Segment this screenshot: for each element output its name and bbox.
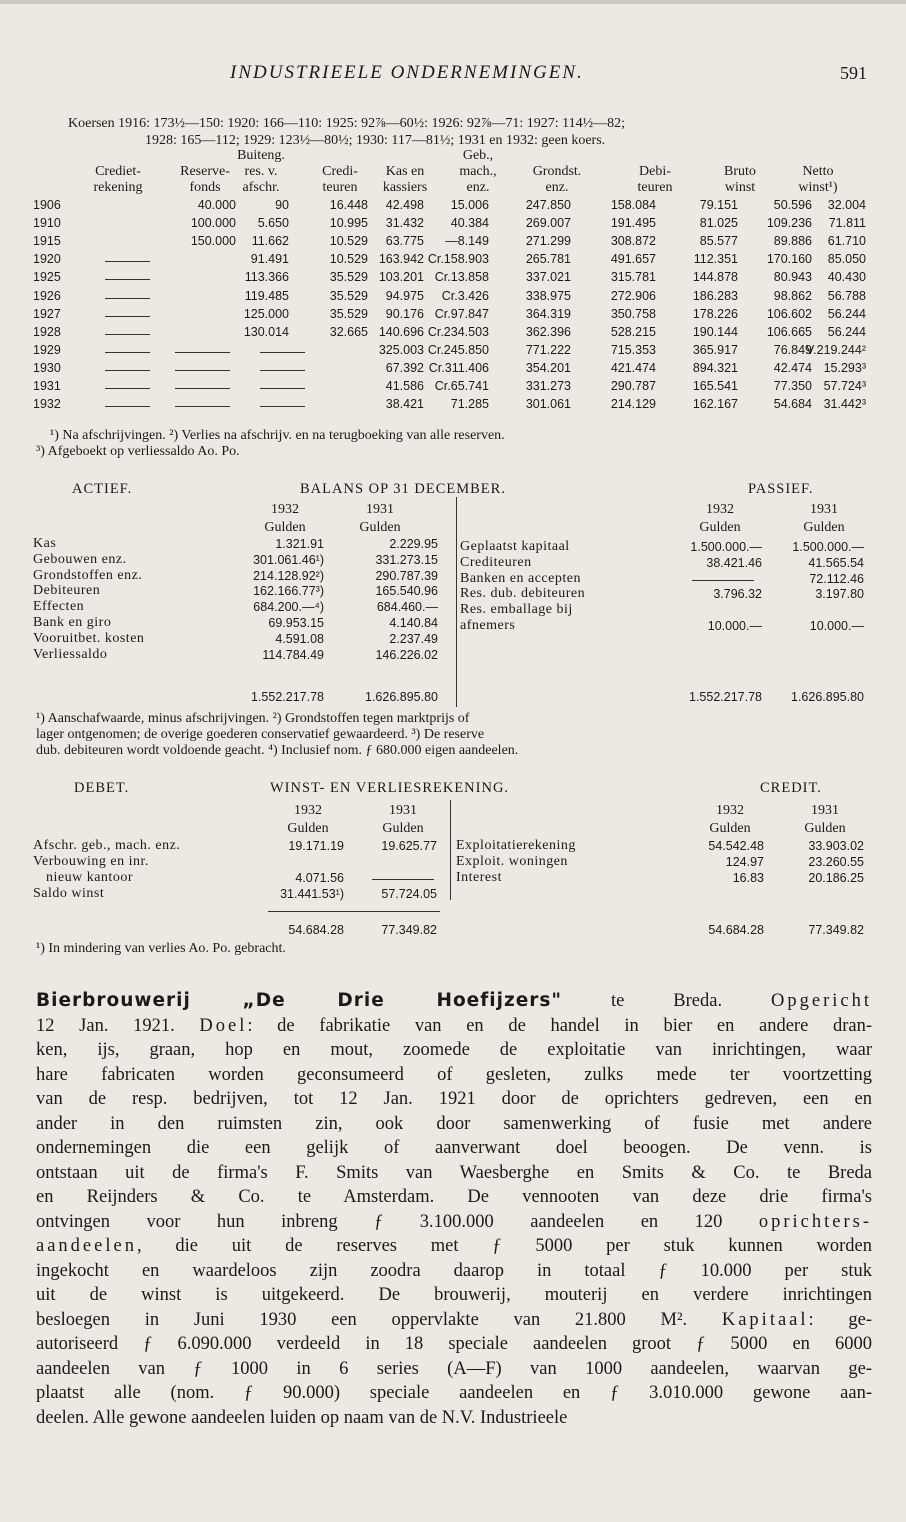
stats-header-2-1: res. v. bbox=[244, 164, 278, 179]
stats-cell: 894.321 bbox=[692, 360, 738, 375]
stats-cell: 106.665 bbox=[766, 324, 812, 339]
stats-header-2-2: afschr. bbox=[242, 180, 280, 195]
stats-cell: 94.975 bbox=[385, 288, 424, 303]
winst-credit-unit-1932: Gulden bbox=[709, 821, 751, 836]
winst-debet-unit-1932: Gulden bbox=[287, 821, 329, 836]
stats-cell: 130.014 bbox=[243, 324, 289, 339]
stats-cell: 247.850 bbox=[525, 198, 571, 212]
winst-total-rule bbox=[268, 911, 440, 912]
stats-cell: 170.160 bbox=[766, 252, 812, 267]
stats-cell: 56.788 bbox=[827, 288, 866, 303]
credit-item-1932: 16.83 bbox=[732, 871, 764, 885]
actief-item-label: Kas bbox=[33, 536, 57, 551]
stats-cell: 90.176 bbox=[385, 306, 424, 321]
stats-cell: 528.215 bbox=[610, 324, 656, 339]
stats-cell: 109.236 bbox=[766, 216, 812, 231]
stats-header-3-2: teuren bbox=[322, 180, 358, 195]
koersen-line-1: Koersen 1916: 173½—150: 1920: 166—110: 1925: 92⅞—60½: 1926: 92⅞—71: 1927: 114½—82; bbox=[68, 116, 626, 131]
stats-cell: Cr.65.741 bbox=[434, 379, 489, 393]
credit-item-1932: 124.97 bbox=[725, 855, 764, 869]
stats-cell: 140.696 bbox=[378, 324, 424, 339]
stats-dash bbox=[105, 279, 150, 280]
stats-year: 1926 bbox=[33, 288, 61, 303]
actief-item-1931: 684.460.— bbox=[376, 600, 438, 615]
stats-cell: 10.529 bbox=[329, 234, 368, 249]
passief-item-1931: 3.197.80 bbox=[815, 587, 864, 602]
stats-footnote-2: ³) Afgeboekt op verliessaldo Ao. Po. bbox=[36, 444, 240, 459]
credit-item-1932: 54.542.48 bbox=[708, 839, 764, 853]
stats-cell: 32.665 bbox=[329, 324, 368, 339]
passief-item-label: afnemers bbox=[460, 618, 516, 633]
stats-year: 1920 bbox=[33, 252, 61, 267]
stats-cell: 421.474 bbox=[610, 360, 656, 375]
actief-item-1932: 214.128.92²) bbox=[253, 568, 324, 583]
stats-cell: 16.448 bbox=[329, 198, 368, 212]
balans-actief-unit-1932: Gulden bbox=[264, 520, 306, 535]
passief-item-1931: 1.500.000.— bbox=[792, 540, 864, 554]
winst-debet-year-1931: 1931 bbox=[389, 803, 417, 818]
winst-debet-year-1932: 1932 bbox=[294, 803, 322, 818]
stats-cell: 715.353 bbox=[610, 342, 656, 357]
stats-dash bbox=[105, 370, 150, 371]
stats-cell: 41.586 bbox=[385, 379, 424, 393]
stats-header-5-1: mach., bbox=[459, 164, 497, 179]
debet-item-label: nieuw kantoor bbox=[46, 870, 133, 885]
article-line-8: ontstaan uit de firma's F. Smits van Waesberghe en Smits & Co. te Breda bbox=[36, 1162, 872, 1183]
stats-year: 1929 bbox=[33, 342, 61, 357]
stats-cell: 354.201 bbox=[525, 360, 571, 375]
stats-header-1-1: Reserve- bbox=[180, 164, 230, 179]
stats-cell: 290.787 bbox=[610, 379, 656, 393]
stats-cell: 269.007 bbox=[525, 216, 571, 231]
article-line-18: deelen. Alle gewone aandeelen luiden op naam van de N.V. Industrieele bbox=[36, 1407, 568, 1428]
reserves-text: , die uit de reserves met ƒ 5000 per stuk kunnen worden bbox=[136, 1236, 872, 1256]
stats-cell: 91.491 bbox=[250, 252, 289, 267]
stats-cell: 40.384 bbox=[450, 216, 489, 231]
debet-dash bbox=[372, 879, 434, 880]
stats-cell: 338.975 bbox=[525, 288, 571, 303]
company-name: Bierbrouwerij „De Drie Hoefijzers" bbox=[36, 990, 563, 1011]
article-line-4: hare fabricaten worden geconsumeerd of gesleten, zulks mede ter voortzetting bbox=[36, 1064, 872, 1085]
stats-cell: 79.151 bbox=[699, 198, 738, 212]
stats-cell: 125.000 bbox=[243, 306, 289, 321]
opgericht-label: Opgericht bbox=[771, 991, 872, 1011]
stats-year: 1906 bbox=[33, 198, 61, 212]
actief-item-label: Vooruitbet. kosten bbox=[33, 630, 145, 646]
stats-cell: Cr.158.903 bbox=[427, 252, 489, 267]
balans-passief-year-1932: 1932 bbox=[706, 502, 734, 517]
actief-item-1931: 290.787.39 bbox=[375, 568, 438, 583]
stats-cell: 31.442³ bbox=[823, 397, 866, 412]
actief-item-1932: 162.166.77³) bbox=[253, 584, 324, 599]
credit-item-label: Interest bbox=[456, 870, 502, 885]
stats-cell: 67.392 bbox=[385, 360, 424, 375]
stats-cell: 144.878 bbox=[692, 270, 738, 285]
article-line-1 bbox=[36, 989, 872, 1014]
balans-total-passief-1932: 1.552.217.78 bbox=[689, 690, 762, 704]
debet-label: DEBET. bbox=[74, 780, 130, 796]
actief-item-label: Bank en giro bbox=[33, 615, 112, 630]
stats-cell: Cr.13.858 bbox=[434, 270, 489, 285]
stats-header-3-1: Credi- bbox=[322, 164, 358, 179]
passief-item-1932: 3.796.32 bbox=[713, 587, 762, 602]
passief-item-label: Geplaatst kapitaal bbox=[460, 539, 570, 554]
stats-cell: Cr.3.426 bbox=[441, 288, 489, 303]
stats-dash bbox=[175, 370, 230, 371]
stats-year: 1927 bbox=[33, 306, 61, 321]
stats-cell: 165.541 bbox=[692, 379, 738, 393]
stats-header-8-1: Bruto bbox=[724, 164, 756, 179]
stats-cell: 163.942 bbox=[378, 252, 424, 267]
stats-year: 1932 bbox=[33, 397, 61, 412]
stats-cell: Cr.245.850 bbox=[427, 342, 489, 357]
credit-item-label: Exploitatierekening bbox=[456, 838, 576, 853]
stats-cell: 56.244 bbox=[827, 324, 866, 339]
article-line-6: ander in den ruimsten zin, ook door samenwerking of fusie met andere bbox=[36, 1113, 872, 1134]
passief-item-1931: 72.112.46 bbox=[809, 571, 864, 586]
stats-dash bbox=[105, 352, 150, 353]
stats-dash bbox=[105, 334, 150, 335]
stats-cell: 191.495 bbox=[610, 216, 656, 231]
stats-cell: 80.943 bbox=[773, 270, 812, 285]
stats-cell: 10.529 bbox=[329, 252, 368, 267]
stats-header-6-1: Grondst. bbox=[532, 164, 582, 179]
stats-cell: 81.025 bbox=[699, 216, 738, 231]
stats-dash bbox=[175, 406, 230, 407]
actief-item-label: Grondstoffen enz. bbox=[33, 567, 143, 583]
actief-item-label: Gebouwen enz. bbox=[33, 551, 127, 567]
winst-total-debet-1932: 54.684.28 bbox=[288, 923, 344, 937]
stats-cell: 15.006 bbox=[450, 198, 489, 212]
stats-year: 1925 bbox=[33, 270, 61, 285]
actief-item-1931: 146.226.02 bbox=[375, 647, 438, 662]
stats-cell: 315.781 bbox=[610, 270, 656, 285]
balans-total-actief-1931: 1.626.895.80 bbox=[365, 690, 438, 704]
actief-item-1932: 301.061.46¹) bbox=[253, 552, 324, 567]
debet-item-1931: 19.625.77 bbox=[381, 839, 437, 853]
stats-cell: 190.144 bbox=[692, 324, 738, 339]
stats-header-9-2: winst¹) bbox=[798, 180, 838, 195]
actief-item-1932: 1.321.91 bbox=[275, 537, 324, 551]
stats-dash bbox=[105, 388, 150, 389]
stats-cell: 76.849 bbox=[773, 342, 812, 357]
stats-cell: 158.084 bbox=[610, 198, 656, 212]
stats-dash bbox=[175, 388, 230, 389]
passief-item-1932: 10.000.— bbox=[707, 619, 762, 633]
actief-label: ACTIEF. bbox=[72, 481, 133, 497]
stats-cell: 301.061 bbox=[525, 397, 571, 412]
aandeelen-label: aandeelen bbox=[36, 1236, 137, 1256]
balans-total-passief-1931: 1.626.895.80 bbox=[791, 690, 864, 704]
stats-cell: V.219.244² bbox=[805, 342, 866, 357]
article-line-2 bbox=[36, 1014, 872, 1039]
stats-cell: 214.129 bbox=[610, 397, 656, 412]
winst-total-credit-1932: 54.684.28 bbox=[708, 923, 764, 937]
article-line-9: en Reijnders & Co. te Amsterdam. De vennooten van deze drie firma's bbox=[36, 1187, 872, 1207]
stats-cell: 491.657 bbox=[610, 252, 656, 267]
stats-cell: 337.021 bbox=[525, 270, 571, 285]
stats-cell: Cr.234.503 bbox=[427, 324, 489, 339]
stats-cell: 42.474 bbox=[773, 360, 812, 375]
stats-year: 1931 bbox=[33, 379, 61, 393]
stats-dash bbox=[175, 352, 230, 353]
stats-footnote-1: ¹) Na afschrijvingen. ²) Verlies na afschrijv. en na terugboeking van alle reserven. bbox=[50, 428, 505, 443]
stats-cell: 5.650 bbox=[257, 216, 289, 231]
article-line-13: uit de winst is uitgekeerd. De brouwerij, mouterij en verdere inrichtingen bbox=[36, 1285, 872, 1305]
debet-item-label: Verbouwing en inr. bbox=[33, 854, 149, 869]
passief-item-label: Crediteuren bbox=[460, 554, 532, 570]
stats-cell: 364.319 bbox=[525, 306, 571, 321]
passief-item-1932: 1.500.000.— bbox=[690, 540, 762, 554]
passief-item-1931: 10.000.— bbox=[809, 619, 864, 633]
page-top-edge bbox=[0, 0, 906, 4]
balans-total-actief-1932: 1.552.217.78 bbox=[251, 690, 324, 704]
actief-item-1931: 165.540.96 bbox=[375, 584, 438, 599]
stats-year: 1928 bbox=[33, 324, 61, 339]
passief-item-label: Res. emballage bij bbox=[460, 602, 573, 618]
stats-cell: 31.432 bbox=[385, 216, 424, 231]
debet-item-label: Afschr. geb., mach. enz. bbox=[33, 838, 181, 853]
stats-year: 1930 bbox=[33, 360, 61, 375]
balans-title: BALANS OP 31 DECEMBER. bbox=[300, 481, 506, 497]
stats-cell: 89.886 bbox=[773, 234, 812, 249]
article-line-5: van de resp. bedrijven, tot 12 Jan. 1921 door de oprichters gedreven, een en bbox=[36, 1089, 872, 1109]
inbreng-text: ontvingen voor hun inbreng ƒ 3.100.000 aandeelen en 120 bbox=[36, 1211, 723, 1232]
stats-header-7-1: Debi- bbox=[639, 164, 671, 179]
company-place: te Breda. bbox=[610, 991, 723, 1011]
article-line-14 bbox=[36, 1308, 872, 1333]
stats-cell: 106.602 bbox=[766, 306, 812, 321]
founding-date: 12 Jan. 1921. bbox=[36, 1015, 175, 1036]
stats-year: 1910 bbox=[33, 216, 61, 231]
actief-item-label: Effecten bbox=[33, 599, 85, 615]
stats-header-7-2: teuren bbox=[637, 180, 673, 195]
stats-cell: 50.596 bbox=[773, 198, 812, 212]
stats-cell: 272.906 bbox=[610, 288, 656, 303]
actief-item-1932: 69.953.15 bbox=[268, 616, 324, 630]
stats-cell: 15.293³ bbox=[823, 360, 866, 375]
winst-credit-year-1931: 1931 bbox=[811, 803, 839, 818]
winst-credit-year-1932: 1932 bbox=[716, 803, 744, 818]
stats-cell: 150.000 bbox=[190, 234, 236, 249]
stats-cell: 32.004 bbox=[827, 198, 866, 212]
stats-dash bbox=[260, 352, 305, 353]
stats-cell: Cr.97.847 bbox=[434, 306, 489, 321]
stats-cell: 61.710 bbox=[827, 234, 866, 249]
stats-cell: 57.724³ bbox=[823, 379, 866, 393]
winst-total-debet-1931: 77.349.82 bbox=[381, 923, 437, 937]
stats-cell: 42.498 bbox=[385, 198, 424, 212]
stats-cell: 100.000 bbox=[190, 216, 236, 231]
balans-footnote-2: lager ontgenomen; de overige goederen conservatief gewaardeerd. ³) De reserve bbox=[36, 727, 485, 742]
stats-cell: 77.350 bbox=[773, 379, 812, 393]
koersen-line-2: 1928: 165—112; 1929: 123½—80½; 1930: 117—81½; 1931 en 1932: geen koers. bbox=[145, 133, 606, 148]
stats-cell: 113.366 bbox=[244, 270, 289, 285]
debet-item-1932: 19.171.19 bbox=[288, 839, 344, 853]
passief-label: PASSIEF. bbox=[748, 481, 814, 497]
stats-cell: 178.226 bbox=[692, 306, 738, 321]
article-body bbox=[36, 989, 872, 1430]
stats-year: 1915 bbox=[33, 234, 61, 249]
actief-item-1931: 2.229.95 bbox=[389, 537, 438, 551]
winst-title: WINST- EN VERLIESREKENING. bbox=[270, 780, 510, 796]
article-line-10 bbox=[36, 1210, 872, 1235]
stats-cell: 11.662 bbox=[251, 234, 289, 249]
stats-cell: 38.421 bbox=[385, 397, 424, 412]
stats-cell: 63.775 bbox=[385, 234, 424, 249]
stats-cell: 98.862 bbox=[773, 288, 812, 303]
stats-header-0-2: rekening bbox=[93, 180, 143, 195]
stats-cell: 10.995 bbox=[329, 216, 368, 231]
stats-cell: 85.577 bbox=[699, 234, 738, 249]
stats-cell: 362.396 bbox=[525, 324, 571, 339]
actief-item-1932: 114.784.49 bbox=[262, 647, 324, 662]
stats-cell: 35.529 bbox=[329, 288, 368, 303]
doel-text: : de fabrikatie van en de handel in bier en andere dran- bbox=[247, 1015, 872, 1036]
stats-cell: 186.283 bbox=[692, 288, 738, 303]
article-line-3: ken, ijs, graan, hop en mout, zoomede de exploitatie van inrichtingen, waar bbox=[36, 1040, 872, 1060]
winst-credit-unit-1931: Gulden bbox=[804, 821, 846, 836]
stats-cell: 35.529 bbox=[329, 270, 368, 285]
stats-header-5-0: Geb., bbox=[462, 148, 494, 163]
stats-dash bbox=[260, 406, 305, 407]
stats-header-6-2: enz. bbox=[545, 180, 569, 195]
stats-cell: 331.273 bbox=[525, 379, 571, 393]
balans-footnote-1: ¹) Aanschafwaarde, minus afschrijvingen. ²) Grondstoffen tegen marktprijs of bbox=[36, 711, 470, 726]
stats-cell: 771.222 bbox=[525, 342, 571, 357]
passief-dash bbox=[692, 580, 754, 581]
stats-header-0-1: Crediet- bbox=[95, 164, 141, 179]
stats-header-2-0: Buiteng. bbox=[237, 148, 285, 163]
page-number: 591 bbox=[840, 63, 867, 83]
stats-cell: 112.351 bbox=[693, 252, 738, 267]
stats-dash bbox=[105, 298, 150, 299]
stats-cell: 90 bbox=[275, 198, 289, 212]
debet-item-label: Saldo winst bbox=[33, 886, 105, 901]
oppervlakte-text: besloegen in Juni 1930 een oppervlakte van 21.800 M². bbox=[36, 1309, 688, 1330]
oprichters-label: oprichters- bbox=[758, 1211, 873, 1232]
stats-dash bbox=[105, 261, 150, 262]
actief-item-1931: 4.140.84 bbox=[389, 616, 438, 630]
actief-item-1932: 684.200.—⁴) bbox=[253, 600, 324, 615]
article-line-16: aandeelen van ƒ 1000 in 6 series (A—F) van 1000 aandeelen, waarvan ge- bbox=[36, 1358, 872, 1379]
winst-total-credit-1931: 77.349.82 bbox=[808, 923, 864, 937]
stats-cell: 271.299 bbox=[525, 234, 571, 249]
stats-header-1-2: fonds bbox=[189, 180, 221, 195]
stats-cell: 85.050 bbox=[827, 252, 866, 267]
winst-footnote: ¹) In mindering van verlies Ao. Po. gebracht. bbox=[36, 941, 286, 956]
stats-dash bbox=[260, 370, 305, 371]
passief-item-1932: 38.421.46 bbox=[706, 555, 762, 570]
stats-cell: 308.872 bbox=[610, 234, 656, 249]
balans-passief-year-1931: 1931 bbox=[810, 502, 838, 517]
actief-item-1932: 4.591.08 bbox=[275, 631, 324, 646]
passief-item-label: Res. dub. debiteuren bbox=[460, 586, 586, 602]
actief-item-label: Debiteuren bbox=[33, 583, 101, 599]
credit-item-label: Exploit. woningen bbox=[456, 854, 568, 869]
stats-header-5-2: enz. bbox=[466, 180, 490, 195]
balans-passief-unit-1931: Gulden bbox=[803, 520, 845, 535]
stats-dash bbox=[260, 388, 305, 389]
credit-item-1931: 33.903.02 bbox=[808, 839, 864, 853]
stats-cell: 71.811 bbox=[828, 216, 866, 231]
stats-header-8-2: winst bbox=[724, 180, 756, 195]
stats-cell: 350.758 bbox=[610, 306, 656, 321]
balans-passief-unit-1932: Gulden bbox=[699, 520, 741, 535]
stats-dash bbox=[105, 316, 150, 317]
balans-divider bbox=[456, 497, 457, 707]
stats-cell: 35.529 bbox=[329, 306, 368, 321]
kapitaal-label: Kapitaal bbox=[721, 1309, 809, 1330]
stats-cell: 40.000 bbox=[197, 198, 236, 212]
stats-cell: 71.285 bbox=[450, 397, 489, 412]
balans-actief-year-1931: 1931 bbox=[366, 502, 394, 517]
article-line-17: plaatst alle (nom. ƒ 90.000) speciale aandeelen en ƒ 3.010.000 gewone aan- bbox=[36, 1383, 872, 1403]
article-line-11 bbox=[36, 1234, 872, 1259]
doel-label: Doel bbox=[199, 1015, 248, 1036]
balans-actief-year-1932: 1932 bbox=[271, 502, 299, 517]
article-line-12: ingekocht en waardeloos zijn zoodra daarop in totaal ƒ 10.000 per stuk bbox=[36, 1260, 872, 1281]
debet-item-1932: 31.441.53¹) bbox=[280, 887, 344, 901]
stats-cell: 103.201 bbox=[378, 270, 424, 285]
stats-cell: Cr.311.406 bbox=[428, 360, 489, 375]
kapitaal-text: : ge- bbox=[808, 1309, 873, 1330]
credit-item-1931: 23.260.55 bbox=[808, 855, 864, 869]
stats-dash bbox=[105, 406, 150, 407]
stats-cell: 162.167 bbox=[692, 397, 738, 412]
credit-item-1931: 20.186.25 bbox=[808, 871, 864, 885]
stats-cell: 325.003 bbox=[378, 342, 424, 357]
balans-footnote-3: dub. debiteuren wordt voldoende geacht. ⁴) Inclusief nom. ƒ 680.000 eigen aandeelen. bbox=[36, 743, 519, 758]
credit-label: CREDIT. bbox=[760, 780, 822, 796]
stats-cell: 119.485 bbox=[244, 288, 289, 303]
stats-header-4-2: kassiers bbox=[382, 180, 428, 195]
stats-cell: 365.917 bbox=[692, 342, 738, 357]
stats-header-4-1: Kas en bbox=[385, 164, 425, 179]
running-header: INDUSTRIEELE ONDERNEMINGEN. bbox=[230, 62, 584, 83]
stats-cell: 54.684 bbox=[773, 397, 812, 412]
balans-actief-unit-1931: Gulden bbox=[359, 520, 401, 535]
actief-item-1931: 2.237.49 bbox=[389, 631, 438, 646]
stats-header-9-1: Netto bbox=[802, 164, 834, 179]
article-line-7: ondernemingen die een gelijk of aanverwant doel beoogen. De venn. is bbox=[36, 1138, 872, 1158]
debet-item-1932: 4.071.56 bbox=[295, 871, 344, 885]
passief-item-1931: 41.565.54 bbox=[808, 555, 864, 570]
winst-divider bbox=[450, 800, 451, 900]
stats-cell: 265.781 bbox=[525, 252, 571, 267]
actief-item-1931: 331.273.15 bbox=[375, 552, 438, 567]
stats-cell: 40.430 bbox=[827, 270, 866, 285]
stats-cell: —8.149 bbox=[445, 234, 489, 249]
winst-debet-unit-1931: Gulden bbox=[382, 821, 424, 836]
stats-cell: 56.244 bbox=[827, 306, 866, 321]
passief-item-label: Banken en accepten bbox=[460, 570, 581, 586]
debet-item-1931: 57.724.05 bbox=[381, 887, 437, 901]
article-line-15: autoriseerd ƒ 6.090.000 verdeeld in 18 speciale aandeelen groot ƒ 5000 en 6000 bbox=[36, 1334, 872, 1354]
actief-item-label: Verliessaldo bbox=[33, 646, 108, 662]
